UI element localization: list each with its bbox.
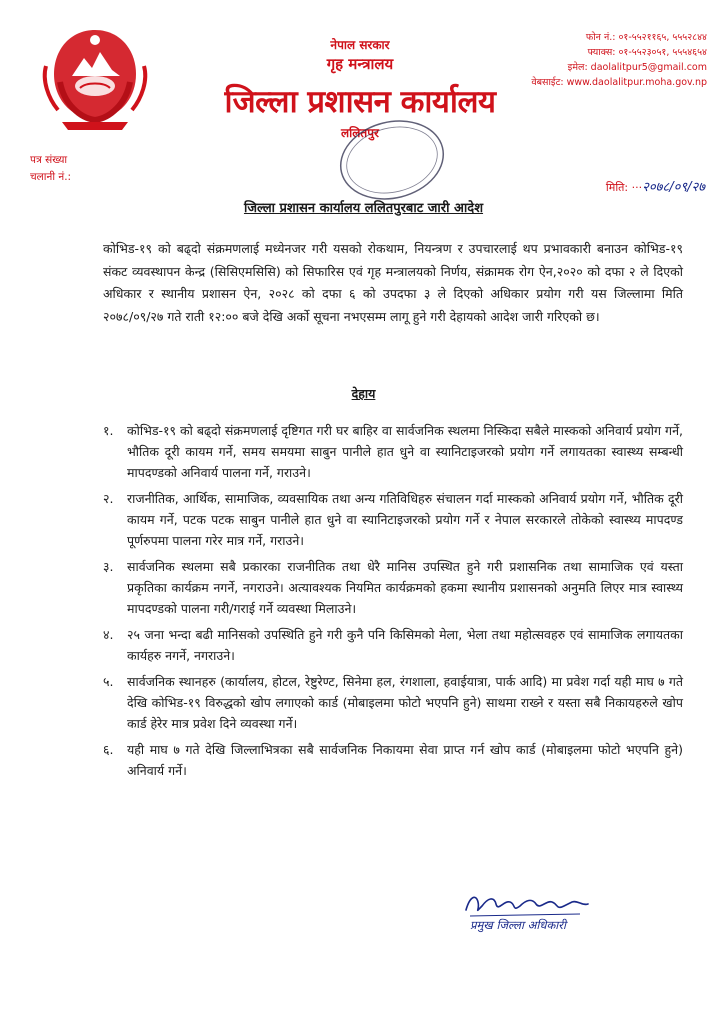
item-text: यही माघ ७ गते देखि जिल्लाभित्रका सबै सार्वजनिक निकायमा सेवा प्राप्त गर्न खोप कार्ड (मोबाइलमा फोटो भएपनि हुने) अनिवार्य गर्ने।: [127, 742, 683, 778]
nepal-emblem-logo: [40, 22, 150, 134]
item-text: सार्वजनिक स्थलमा सबै प्रकारका राजनीतिक तथा धेरै मानिस उपस्थित हुने गरी प्रशासनिक तथा सामाजिक एवं यस्ता प्रकृतिका कार्यक्रम नगर्ने, नगराउने। अत्यावश्यक नियमित कार्यक्रमको हकमा स्थानीय प्रशासनको अनुमति लिएर मात्र स्वास्थ्य मापदण्डको पालना गरी/गराई गर्ने व्यवस्था मिलाउने।: [127, 559, 683, 616]
phone-number: फोन नं.: ०१-५५२११६५, ५५५२८४४: [585, 32, 707, 43]
item-number: ४.: [103, 627, 114, 642]
item-number: ३.: [103, 559, 114, 574]
item-number: ६.: [103, 742, 114, 757]
ministry-name: गृह मन्त्रालय: [326, 55, 394, 73]
fax-number: फ्याक्स: ०१-५५२३०५१, ५५५४६५४: [587, 47, 707, 58]
date-value: २०७८/०९/२७: [642, 180, 705, 195]
signatory-title: प्रमुख जिल्ला अधिकारी: [470, 918, 566, 932]
list-item: [103, 488, 683, 551]
website-address: वेबसाईट: www.daolalitpur.moha.gov.np: [531, 77, 707, 88]
list-item: [103, 420, 683, 483]
item-number: ५.: [103, 674, 114, 689]
intro-paragraph: कोभिड-१९ को बढ्दो संक्रमणलाई मध्येनजर गरी यसको रोकथाम, नियन्त्रण र उपचारलाई थप प्रभावकारी बनाउन कोभिड-१९ संकट व्यवस्थापन केन्द्र (सिसिएमसिसि) को सिफारिस एवं गृह मन्त्रालयको निर्णय, संक्रामक रोग ऐन,२०२० को दफा २ ले दिएको अधिकार र स्थानीय प्रशासन ऐन, २०२८ को दफा ६ को उपदफा ३ ले दिएको अधिकार प्रयोग गरी यस जिल्लामा मिति २०७८/०९/२७ गते राती १२:०० बजे देखि अर्को सूचना नभएसम्म लागू हुने गरी देहायको आदेश जारी गरिएको छ।: [103, 241, 683, 324]
item-number: १.: [103, 423, 114, 438]
letter-number-label: पत्र संख्या: [30, 154, 68, 166]
date-line: मिति: ···२०७८/०९/२७: [605, 180, 705, 195]
office-name: जिल्ला प्रशासन कार्यालय: [224, 84, 496, 120]
list-item: [103, 556, 683, 619]
email-address: इमेल: daolalitpur5@gmail.com: [567, 62, 707, 73]
government-name: नेपाल सरकार: [330, 38, 390, 52]
office-stamp: [336, 118, 448, 202]
contact-block: [507, 30, 707, 90]
item-number: २.: [103, 491, 114, 506]
dispatch-number-label: चलानी नं.:: [30, 171, 72, 183]
list-item: [103, 671, 683, 734]
order-list: [103, 420, 683, 786]
item-text: सार्वजनिक स्थानहरु (कार्यालय, होटल, रेष्टुरेण्ट, सिनेमा हल, रंगशाला, हवाईयात्रा, पार्क आदि) मा प्रवेश गर्दा यही माघ ७ गते देखि कोभिड-१९ विरुद्धको खोप लगाएको कार्ड (मोबाइलमा फोटो भएपनि हुने) साथमा राख्ने र यस्ता सबै निकायहरुले खोप कार्ड हेरेर मात्र प्रवेश दिने व्यवस्था गर्ने।: [127, 674, 683, 731]
item-text: राजनीतिक, आर्थिक, सामाजिक, व्यवसायिक तथा अन्य गतिविधिहरु संचालन गर्दा मास्कको अनिवार्य प्रयोग गर्ने, भौतिक दूरी कायम गर्ने, पटक पटक साबुन पानीले हात धुने वा स्यानिटाइजरको प्रयोग गर्ने र नेपाल सरकारले तोकेको स्वास्थ्य मापदण्ड पूर्णरुपमा पालना गरेर मात्र गर्ने, गराउने।: [127, 491, 683, 548]
order-subheading: देहाय: [351, 386, 376, 401]
item-text: कोभिड-१९ को बढ्दो संक्रमणलाई दृष्टिगत गरी घर बाहिर वा सार्वजनिक स्थलमा निस्किदा सबैले मास्कको अनिवार्य प्रयोग गर्ने, भौतिक दूरी कायम गर्ने, समय समयमा साबुन पानीले हात धुने वा स्यानिटाइजरको प्रयोग गर्ने लगायतका स्वास्थ्य सम्बन्धी मापदण्डको अनिवार्य पालना गर्ने, गराउने।: [127, 423, 683, 480]
district-name: ललितपुर: [341, 126, 379, 140]
date-label: मिति:: [605, 181, 629, 194]
reference-block: [30, 152, 71, 186]
document-title: जिल्ला प्रशासन कार्यालय ललितपुरबाट जारी आदेश: [243, 201, 484, 216]
list-item: [103, 739, 683, 781]
list-item: [103, 624, 683, 666]
handwritten-signature: [460, 888, 600, 920]
item-text: २५ जना भन्दा बढी मानिसको उपस्थिति हुने गरी कुनै पनि किसिमको मेला, भेला तथा महोत्सवहरु एवं सामाजिक लगायतका कार्यहरु नगर्ने, नगराउने।: [127, 627, 683, 663]
